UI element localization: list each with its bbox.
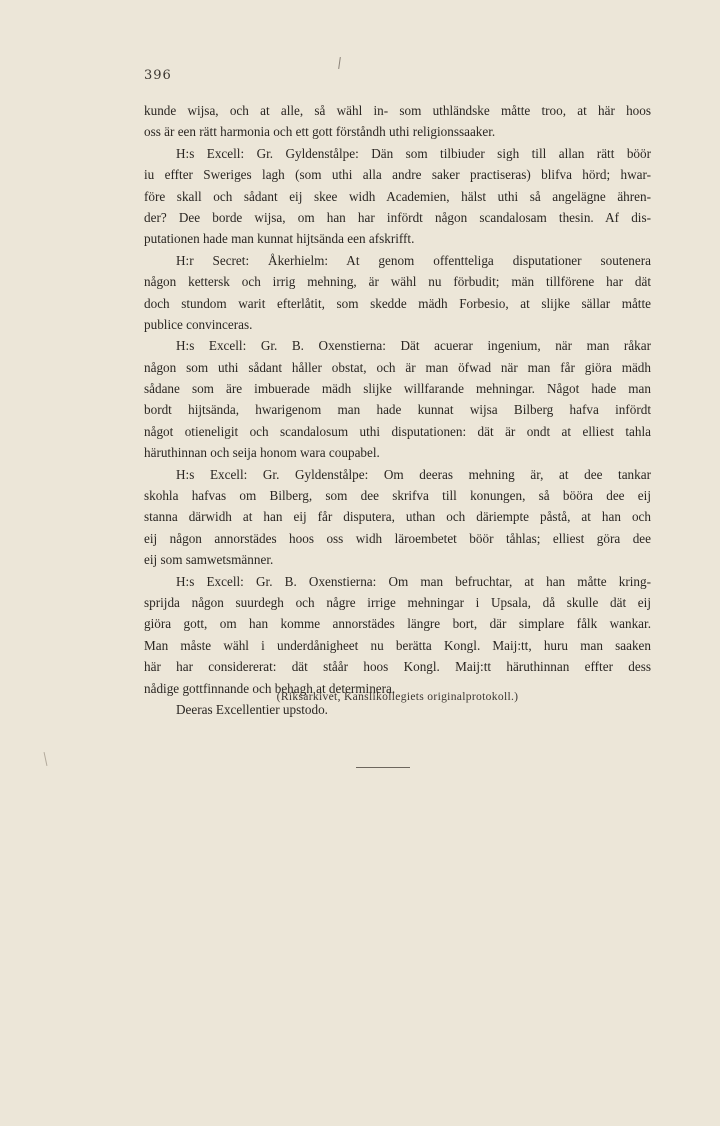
- text-line: doch stundom warit efterlåtit, som skedde mädh Forbesio, at slijke sällar måtte: [144, 295, 651, 311]
- closing-rule: [356, 767, 410, 768]
- text-line: H:s Excell: Gr. Gyldenstålpe: Dän som tilbiuder sigh till allan rätt böör: [176, 145, 651, 161]
- text-line: kunde wijsa, och at alle, så wähl in- som uthländske måtte troo, at här hoos: [144, 103, 651, 118]
- source-citation: (Riksarkivet, Kanslikollegiets originalprotokoll.): [276, 690, 519, 703]
- text-line: Deeras Excellentier upstodo.: [176, 701, 328, 717]
- text-line: iu effter Sweriges lagh (som uthi alla andre saker practiseras) blifva hörd; hwar-: [144, 167, 651, 183]
- text-line: eij som samwetsmänner.: [144, 552, 274, 568]
- text-line: stanna därwidh at han eij får disputera, uthan och däriempte påstå, at han och: [144, 509, 651, 525]
- text-line: H:s Excell: Gr. B. Oxenstierna: Om man befruchtar, at han måtte kring-: [176, 573, 651, 589]
- body-text: [144, 100, 651, 720]
- margin-mark: [44, 752, 48, 766]
- text-line: skohla hafvas om Bilberg, som dee skrifva till konungen, så bööra dee eij: [144, 488, 651, 504]
- text-line: nådige gottfinnande och behagh at determinera.: [144, 680, 396, 696]
- text-line: H:s Excell: Gr. B. Oxenstierna: Dät acuerar ingenium, när man råkar: [176, 338, 651, 354]
- text-line: någon kettersk och irrig mehning, är wähl nu förbudit; män tillförene har dät: [144, 274, 651, 290]
- page-number: 396: [144, 68, 172, 83]
- pencil-mark: [338, 57, 341, 69]
- text-line: sådane som äre imbuerade mädh slijke willfarande mehningar. Något hade man: [144, 381, 651, 397]
- text-line: bordt hijtsända, hwarigenom man hade kunnat wijsa Bilberg hafva infördt: [144, 402, 651, 418]
- text-line: giöra gott, om han komme annorstädes längre bort, där simplare fålk wankar.: [144, 616, 651, 632]
- text-line: H:s Excell: Gr. Gyldenstålpe: Om deeras mehning är, at dee tankar: [176, 466, 651, 482]
- text-line: Man måste wähl i underdånigheet nu berätta Kongl. Maij:tt, huru man saaken: [144, 637, 651, 653]
- text-line: något otieneligit och scandalosum uthi disputationen: dät är ondt at elliest tahla: [144, 423, 651, 439]
- text-line: här har considererat: dät ståår hoos Kongl. Maij:tt häruthinnan effter dess: [144, 659, 651, 675]
- text-line: häruthinnan och seija honom wara coupabel.: [144, 445, 380, 461]
- text-line: oss är een rätt harmonia och ett gott förståndh uthi religionssaaker.: [144, 124, 496, 140]
- text-line: publice convinceras.: [144, 316, 253, 332]
- text-line: der? Dee borde wijsa, om han har infördt någon scandalosam thesin. Af dis-: [144, 209, 651, 225]
- text-line: eij någon annorstädes hoos oss widh läroembetet böör tåhlas; elliest göra dee: [144, 530, 651, 546]
- text-line: någon som uthi sådant håller obstat, och är man öfwad när man får giöra mädh: [144, 359, 651, 375]
- text-line: före skall och sådant eij skee widh Academien, hälst uthi så angelägne ähren-: [144, 188, 651, 204]
- text-line: putationen hade man kunnat hijtsända een afskrifft.: [144, 231, 415, 247]
- text-line: H:r Secret: Åkerhielm: At genom offentteliga disputationer soutenera: [176, 252, 651, 268]
- text-line: sprijda någon suurdegh och någre irrige mehningar i Upsala, då skulle dät eij: [144, 594, 651, 610]
